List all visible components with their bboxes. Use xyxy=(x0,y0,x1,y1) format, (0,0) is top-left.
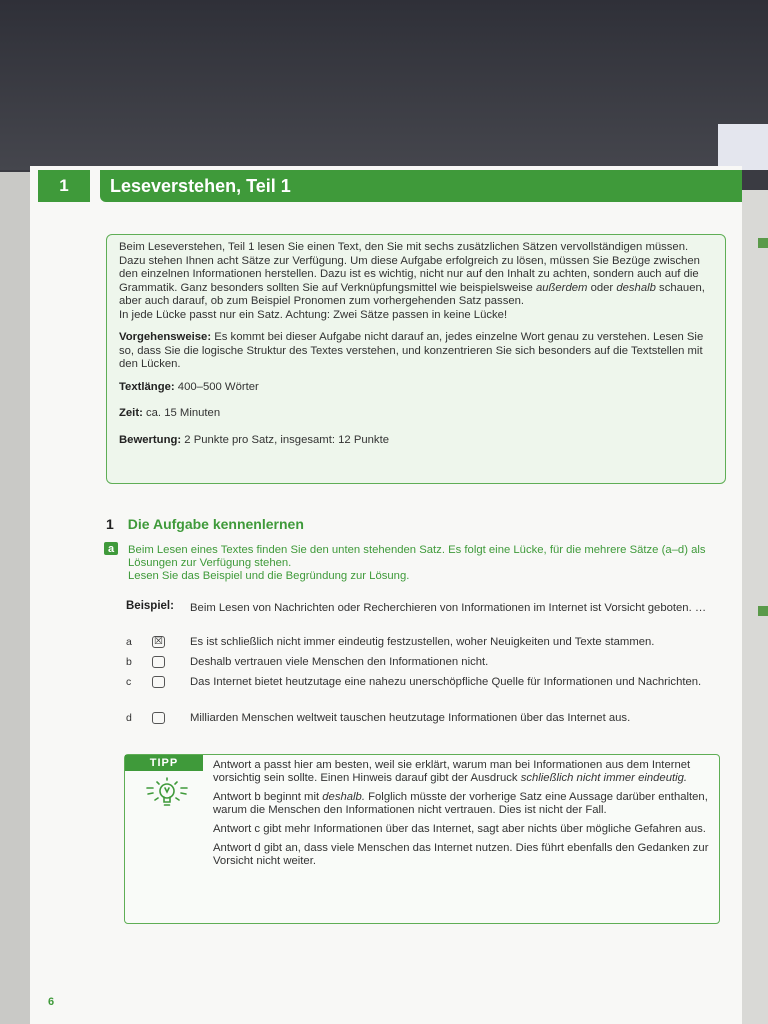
length-label: Textlänge: xyxy=(119,380,175,393)
score-line xyxy=(119,434,713,448)
length-value: 400–500 Wörter xyxy=(174,380,259,393)
chapter-number: 1 xyxy=(38,170,90,202)
checkbox[interactable] xyxy=(152,676,165,688)
book-page xyxy=(30,166,742,1024)
tipp-text: Antwort b beginnt mit xyxy=(213,791,323,803)
next-page-mark xyxy=(758,606,768,616)
tipp-paragraph-3: Antwort c gibt mehr Informationen über das Internet, sagt aber nichts über mögliche Gefahren aus. xyxy=(213,823,706,835)
time-label: Zeit: xyxy=(119,407,143,419)
method-label: Vorgehensweise: xyxy=(119,331,212,343)
tipp-emphasis: deshalb. xyxy=(322,791,365,803)
option-letter: c xyxy=(126,676,132,688)
time-value: ca. 15 Minuten xyxy=(142,407,221,419)
intro-emphasis-2: deshalb xyxy=(616,281,656,294)
intro-text-2: oder xyxy=(587,281,617,294)
task-letter-badge: a xyxy=(104,542,118,555)
example-text: Beim Lesen von Nachrichten oder Recherchieren von Informationen im Internet ist Vorsicht geboten. … xyxy=(190,602,707,614)
tipp-box xyxy=(124,754,720,924)
page-number: 6 xyxy=(48,996,55,1008)
intro-text-3: schauen, aber auch darauf, ob zum Beispiel Pronomen zum vorhergehenden Satz passen. xyxy=(119,281,705,307)
tipp-paragraph-4: Antwort d gibt an, dass viele Menschen das Internet nutzen. Dies führt ebenfalls den Gedanken zur Vorsicht nicht weiter. xyxy=(213,842,709,867)
intro-text-4: In jede Lücke passt nur ein Satz. Achtung: Zwei Sätze passen in keine Lücke! xyxy=(119,308,508,321)
time-line xyxy=(119,407,713,421)
tipp-emphasis: schließlich nicht immer eindeutig. xyxy=(520,772,688,784)
tipp-paragraph-1 xyxy=(213,759,713,785)
option-text: Milliarden Menschen weltweit tauschen heutzutage Informationen über das Internet aus. xyxy=(190,712,631,724)
page-title xyxy=(100,170,742,202)
task-text-1: Beim Lesen eines Textes finden Sie den unten stehenden Satz. Es folgt eine Lücke, für die mehrere Sätze (a–d) als Lösungen zur Verfügung stehen. xyxy=(128,544,706,569)
method-paragraph xyxy=(119,331,713,372)
option-text: Es ist schließlich nicht immer eindeutig festzustellen, woher Neuigkeiten und Texte stammen. xyxy=(190,636,655,648)
background-paper-corner xyxy=(718,124,768,170)
option-text: Das Internet bietet heutzutage eine nahezu unerschöpfliche Quelle für Informationen und Nachrichten. xyxy=(190,676,702,688)
section-title: Die Aufgabe kennenlernen xyxy=(127,516,304,532)
intro-paragraph xyxy=(119,241,713,322)
option-letter: d xyxy=(126,712,132,724)
lightbulb-icon xyxy=(139,777,195,809)
tipp-content xyxy=(213,759,713,874)
option-letter: b xyxy=(126,656,132,668)
length-line xyxy=(119,381,713,395)
example-label: Beispiel: xyxy=(126,600,174,612)
tipp-text: Folglich müsste der vorherige Satz eine Aussage darüber enthalten, warum die Menschen den Informationen nicht vertrauen. Dies ist nicht der Fall. xyxy=(213,791,708,816)
tipp-label: TIPP xyxy=(125,755,203,771)
option-letter: a xyxy=(126,636,132,648)
method-text: Es kommt bei dieser Aufgabe nicht darauf an, jedes einzelne Wort genau zu verstehen. Lesen Sie so, dass Sie die logische Struktur des Textes verstehen, und konzentrieren Sie sich besonders auf die Textstellen mit den Lücken. xyxy=(119,331,704,370)
task-text-2: Lesen Sie das Beispiel und die Begründung zur Lösung. xyxy=(128,570,410,582)
task-instructions xyxy=(128,544,728,583)
next-page-mark xyxy=(758,238,768,248)
checkbox[interactable] xyxy=(152,712,165,724)
section-heading xyxy=(106,516,304,532)
intro-text-1: Beim Leseverstehen, Teil 1 lesen Sie einen Text, den Sie mit sechs zusätzlichen Sätzen vervollständigen müssen. Dazu stehen Ihnen acht Sätze zur Verfügung. Um diese Aufgabe erfolgreich zu lösen, müssen Sie Bezüge zwischen den einzelnen Informationen herstellen. Dazu ist es wichtig, nicht nur auf den Inhalt zu achten, sondern auch auf die Grammatik. Ganz besonders sollten Sie auf Verknüpfungsmittel wie beispielsweise xyxy=(119,241,700,294)
section-number: 1 xyxy=(106,516,114,532)
score-label: Bewertung: xyxy=(119,433,182,446)
intro-emphasis-1: außerdem xyxy=(535,281,588,294)
checkbox-checked[interactable]: ☒ xyxy=(152,636,165,648)
option-text: Deshalb vertrauen viele Menschen den Informationen nicht. xyxy=(190,656,489,668)
tipp-text: Antwort a passt hier am besten, weil sie erklärt, warum man bei Informationen aus dem Internet vorsichtig sein sollte. Einen Hinweis darauf gibt der Ausdruck xyxy=(213,759,691,784)
info-box xyxy=(106,234,726,484)
tipp-paragraph-2 xyxy=(213,791,713,817)
checkbox[interactable] xyxy=(152,656,165,668)
score-value: 2 Punkte pro Satz, insgesamt: 12 Punkte xyxy=(181,433,389,446)
page-title-text: Leseverstehen, Teil 1 xyxy=(110,175,291,196)
background-dark xyxy=(0,0,768,170)
